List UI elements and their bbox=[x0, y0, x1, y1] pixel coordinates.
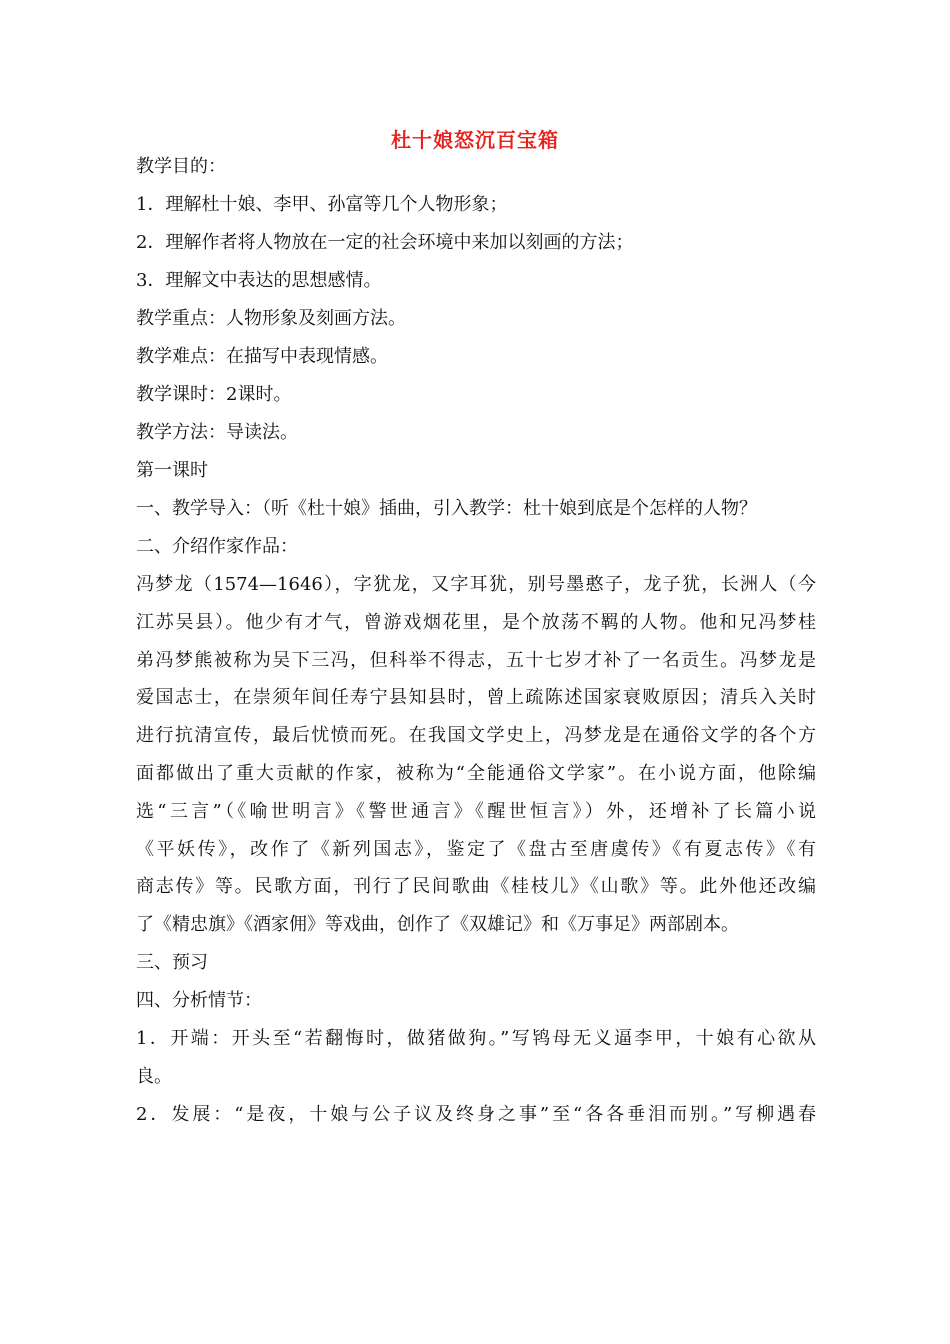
plot-item-line: 2．发展：“是夜，十娘与公子议及终身之事”至“各各垂泪而别。”写柳遇春 bbox=[136, 1103, 816, 1125]
teaching-difficulty: 教学难点：在描写中表现情感。 bbox=[136, 346, 388, 367]
goal-item-1: 1．理解杜十娘、李甲、孙富等几个人物形象； bbox=[136, 194, 508, 215]
author-paragraph-line: 爱国志士，在崇须年间任寿宁县知县时，曾上疏陈述国家衰败原因；清兵入关时 bbox=[136, 687, 816, 709]
author-paragraph-line: 选“三言”（《喻世明言》《警世通言》《醒世恒言》）外，还增补了长篇小说 bbox=[136, 800, 816, 822]
plot-item-line: 良。 bbox=[136, 1065, 172, 1087]
plot-item-development bbox=[136, 1096, 816, 1134]
author-paragraph-line: 冯梦龙（1574—1646），字犹龙，又字耳犹，别号墨憨子，龙子犹，长洲人（今 bbox=[136, 574, 816, 595]
document-body bbox=[136, 148, 816, 1133]
section-plot-analysis: 四、分析情节： bbox=[136, 989, 262, 1011]
author-paragraph-line: 了《精忠旗》《酒家佣》等戏曲，创作了《双雄记》和《万事足》两部剧本。 bbox=[136, 914, 739, 936]
author-paragraph-line: 《平妖传》，改作了《新列国志》，鉴定了《盘古至唐虞传》《有夏志传》《有 bbox=[136, 838, 816, 860]
author-paragraph bbox=[136, 566, 816, 944]
author-paragraph-line: 进行抗清宣传，最后忧愤而死。在我国文学史上，冯梦龙是在通俗文学的各个方 bbox=[136, 725, 816, 747]
teaching-method: 教学方法：导读法。 bbox=[136, 422, 298, 443]
section-author-works: 二、介绍作家作品： bbox=[136, 536, 298, 557]
author-paragraph-line: 商志传》等。民歌方面，刊行了民间歌曲《桂枝儿》《山歌》等。此外他还改编 bbox=[136, 876, 816, 898]
plot-item-opening bbox=[136, 1020, 816, 1096]
goal-item-3: 3．理解文中表达的思想感情。 bbox=[136, 270, 382, 291]
goal-item-2: 2．理解作者将人物放在一定的社会环境中来加以刻画的方法； bbox=[136, 232, 634, 253]
document-title: 杜十娘怒沉百宝箱 bbox=[391, 128, 559, 152]
section-introduction: 一、教学导入：（听《杜十娘》插曲，引入教学：杜十娘到底是个怎样的人物？ bbox=[136, 498, 757, 519]
author-paragraph-line: 面都做出了重大贡献的作家，被称为“全能通俗文学家”。在小说方面，他除编 bbox=[136, 762, 816, 784]
teaching-hours: 教学课时：2课时。 bbox=[136, 384, 292, 405]
section-preview: 三、预习 bbox=[136, 951, 208, 973]
heading-teaching-goals: 教学目的： bbox=[136, 156, 226, 177]
author-paragraph-line: 弟冯梦熊被称为吴下三冯，但科举不得志，五十七岁才补了一名贡生。冯梦龙是 bbox=[136, 649, 816, 671]
plot-item-line: 1．开端：开头至“若翻悔时，做猪做狗。”写鸨母无义逼李甲，十娘有心欲从 bbox=[136, 1027, 816, 1049]
first-lesson-heading: 第一课时 bbox=[136, 460, 208, 481]
author-paragraph-line: 江苏吴县）。他少有才气，曾游戏烟花里，是个放荡不羁的人物。他和兄冯梦桂 bbox=[136, 611, 816, 633]
teaching-focus: 教学重点：人物形象及刻画方法。 bbox=[136, 308, 406, 329]
